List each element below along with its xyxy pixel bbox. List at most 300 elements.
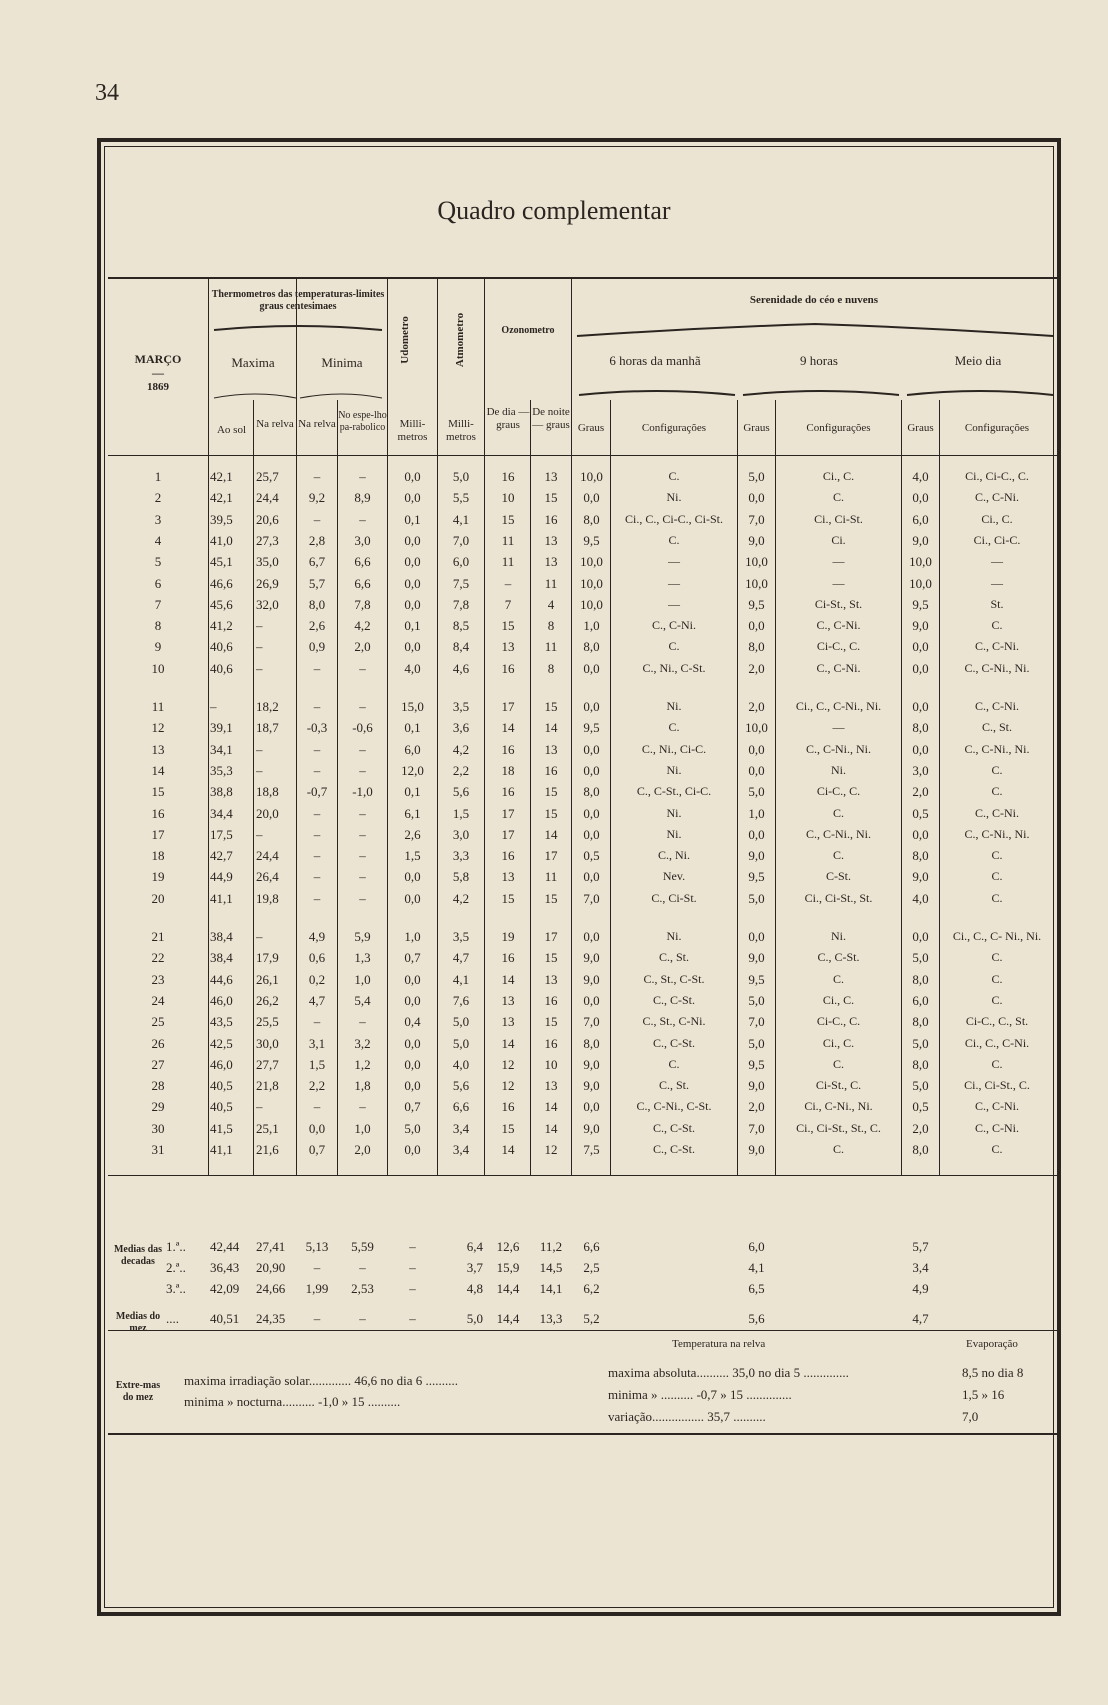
table-cell: 16 [501,1099,515,1115]
table-cell: – [359,869,366,885]
evap-max: 8,5 no dia 8 [962,1365,1024,1380]
table-cell: – [359,848,366,864]
table-cell: 0,0 [404,890,421,906]
table-cell: 1,3 [354,950,371,966]
table-cell: 11 [151,699,165,714]
table-cell: 2,0 [912,784,929,800]
table-cell: 26 [151,1035,165,1051]
table-cell: 41,0 [210,532,233,548]
table-cell: C., C-St. [652,1142,695,1156]
table-cell: 1,5 [308,1056,326,1072]
medias-cell: 5,0 [466,1311,483,1326]
table-cell: 15 [544,490,558,506]
table-cell: Nev. [662,869,686,884]
table-cell: Ci. [831,532,846,547]
milli-header-1: Milli-metros [397,418,428,443]
footer-bottom-rule [108,1433,1058,1435]
table-cell: 0,0 [583,660,600,676]
table-cell: 41,5 [210,1120,233,1136]
table-cell: C. [991,1056,1003,1071]
table-cell: 46,0 [210,992,233,1008]
table-cell: Ci., Ci-St. [814,511,863,526]
medias-cell: 6,5 [748,1281,765,1296]
medias-cell: 2,53 [351,1281,374,1296]
table-cell: 5,0 [748,992,765,1008]
table-cell: 15 [544,1014,558,1030]
table-cell: C. [991,950,1003,965]
table-cell: 7 [154,596,162,612]
table-cell: C. [991,890,1003,905]
table-cell: Ci., C. [822,469,855,483]
table-cell: 0,0 [912,929,929,944]
table-cell: 44,9 [210,869,233,885]
table-cell: 31 [151,1142,165,1157]
table-cell: 25 [151,1014,165,1030]
table-cell: 6,6 [354,575,371,591]
table-cell: 4,0 [404,660,421,676]
table-cell: 0,0 [583,699,600,714]
table-cell: 0,6 [308,950,326,966]
page-title: Quadro complementar [437,196,671,225]
table-cell: 0,5 [583,848,600,864]
table-cell: C. [991,1142,1003,1156]
table-cell: 0,0 [912,490,929,506]
table-cell: 5,0 [748,784,765,800]
table-cell: 10,0 [909,554,932,570]
table-cell: C., St. [658,1078,689,1093]
col-rule [571,278,572,1175]
table-cell: 0,0 [404,1056,421,1072]
medias-cell: 5,13 [305,1239,329,1254]
table-cell: 9 [154,639,162,655]
table-cell: 10,0 [909,575,932,591]
table-cell: 2,0 [748,699,765,714]
table-cell: 9,2 [308,490,326,506]
extremas-line-2: minima » nocturna.......... -1,0 » 15 .......... [184,1394,401,1409]
medias-cell: – [409,1311,416,1326]
table-cell: 26,2 [256,992,279,1008]
page-number: 34 [95,80,119,106]
table-cell: 34,4 [210,805,233,821]
table-cell: 13 [501,639,515,655]
month-dash: — [152,365,164,380]
header-bottom-rule [108,455,1058,456]
table-cell: C., C-Ni. [816,618,861,633]
table-cell: C. [991,848,1003,863]
table-cell: 15 [544,890,558,906]
table-cell: Ci-C., C. [816,1014,861,1029]
milli-header-2: Milli-metros [446,418,476,443]
table-cell: Ci-C., C., St. [965,1014,1029,1029]
col-rule [208,278,209,1175]
medias-cell: 27,41 [256,1239,286,1254]
table-cell: 21 [151,929,165,944]
table-cell: 1,0 [354,1120,371,1136]
table-cell: C., C-St. [652,992,695,1007]
table-cell: 0,0 [583,741,600,757]
medias-cell: – [313,1311,321,1326]
relva-max: maxima absoluta.......... 35,0 no dia 5 .............. [608,1365,849,1380]
col-rule [610,400,611,1175]
table-cell: Ci., C., C-Ni., Ni. [795,699,882,713]
table-cell: 18 [501,762,515,778]
table-cell: 0,0 [748,826,765,842]
table-cell: 27 [151,1056,165,1072]
table-cell: 6,0 [404,741,421,757]
table-cell: 0,0 [404,490,421,506]
table-cell: C. [991,762,1003,777]
table-cell: 15,0 [401,699,424,714]
table-cell: 4,7 [308,992,326,1008]
table-cell: 5,7 [308,575,326,591]
table-cell: 17 [501,699,515,714]
table-cell: – [359,699,366,714]
table-cell: 1,8 [354,1078,371,1094]
table-cell: 39,1 [210,720,233,736]
col-rule [737,400,738,1175]
table-cell: C. [991,971,1003,986]
table-cell: C. [668,639,680,654]
table-cell: 22 [151,950,165,966]
table-cell: 8,4 [452,639,470,655]
table-cell: 1,5 [452,805,470,821]
medias-cell: 1.ª.. [166,1239,186,1254]
table-cell: 10 [151,660,165,676]
table-cell: 0,0 [748,618,765,634]
table-cell: 2,0 [354,639,371,655]
table-cell: 7,0 [583,1014,600,1030]
table-cell: C., C-Ni., Ni. [964,741,1030,756]
table-cell: 9,5 [748,971,765,987]
col-rule [337,400,338,1175]
table-cell: 0,0 [748,929,765,944]
table-cell: 5,0 [748,469,765,484]
table-cell: 21,8 [256,1078,279,1094]
table-cell: 38,4 [210,950,233,966]
table-cell: 11 [501,554,515,570]
table-cell: 16 [501,469,515,484]
table-cell: -0,6 [352,720,373,736]
table-cell: 0,0 [583,805,600,821]
table-cell: 0,0 [404,532,421,548]
table-cell: C. [832,1142,844,1156]
table-cell: 40,6 [210,660,233,676]
medias-mez-label: Medias do mez [115,1311,161,1334]
table-cell: 11 [544,575,558,591]
table-cell: 0,0 [404,469,421,484]
table-cell: 35,0 [256,554,279,570]
table-cell: – [359,511,366,527]
table-cell: 16 [544,992,558,1008]
table-cell: 24,4 [256,848,279,864]
table-cell: 9,0 [748,1142,765,1157]
table-cell: 14 [501,971,515,987]
table-cell: Ci-C., C. [816,639,861,654]
temp-relva-header: Temperatura na relva [672,1338,766,1350]
table-cell: 3,0 [912,762,929,778]
table-cell: 2,0 [748,1099,765,1115]
table-cell: 9,5 [748,1056,765,1072]
medias-cell: – [359,1260,366,1275]
table-cell: 11 [544,639,558,655]
table-cell: 8,5 [452,618,470,634]
medias-cell: 4,7 [912,1311,929,1326]
table-cell: C., C-St. [652,1120,695,1135]
table-cell: – [313,469,321,484]
table-cell: 40,6 [210,639,233,655]
table-cell: 4,2 [354,618,371,634]
table-cell: 0,0 [748,741,765,757]
table-cell: 27,7 [256,1056,279,1072]
table-cell: 10,0 [580,554,603,570]
table-cell: 3,1 [308,1035,326,1051]
table-cell: 0,0 [912,639,929,655]
medias-cell: 36,43 [210,1260,240,1275]
maxima-header: Maxima [231,355,275,370]
table-cell: 7,0 [748,1014,765,1030]
medias-cell: 4,8 [466,1281,483,1296]
table-cell: — [832,554,845,569]
medias-cell: 5,7 [912,1239,929,1254]
table-cell: 19,8 [256,890,279,906]
espelho-header: No espe-lho pa-rabolico [338,410,387,433]
table-cell: 23 [151,971,165,987]
col-rule [437,278,438,1175]
medias-cell: 5,59 [351,1239,374,1254]
table-cell: Ni. [831,929,846,943]
table-cell: 14 [501,1035,515,1051]
table-cell: C., C-St. [817,950,860,965]
table-cell: 1,0 [354,971,371,987]
table-cell: 5,0 [912,1078,929,1094]
minima-header: Minima [321,355,363,370]
table-cell: 9,0 [748,532,765,548]
table-cell: 6,0 [912,992,929,1008]
table-cell: 7,0 [452,532,470,548]
table-cell: 43,5 [210,1014,233,1030]
year-label: 1869 [147,380,169,393]
table-cell: Ci-St., St. [814,596,863,611]
table-cell: 10,0 [580,575,603,591]
de-noite-header: De noite — graus [532,406,570,431]
table-cell: 11 [544,869,558,885]
table-cell: Ci., Ci-St., St. [804,890,873,905]
table-cell: 16 [544,762,558,778]
table-cell: 0,0 [404,639,421,655]
table-cell: 15 [544,950,558,966]
table-cell: 16 [544,511,558,527]
table-cell: C., C-Ni. [974,1120,1019,1135]
table-cell: 4,1 [452,511,470,527]
table-cell: 12 [151,720,165,736]
col-rule [901,400,902,1175]
table-cell: Ci., Ci-St., C. [964,1078,1030,1093]
table-cell: 2,0 [354,1142,371,1157]
table-cell: – [313,1014,321,1030]
table-cell: 42,7 [210,848,233,864]
table-cell: 0,0 [748,490,765,506]
ao-sol-header: Ao sol [216,424,247,436]
table-cell: 4,9 [308,929,326,944]
table-cell: 18,8 [256,784,279,800]
table-cell: 0,0 [912,741,929,757]
table-cell: 15 [151,784,165,800]
table-cell: C. [832,490,844,505]
medias-cell: 3.ª.. [166,1281,186,1296]
medias-cell: .... [166,1311,179,1326]
table-cell: 7,6 [452,992,470,1008]
table-cell: – [313,511,321,527]
table-cell: 9,5 [583,720,600,736]
table-cell: – [256,618,263,634]
table-cell: 40,5 [210,1099,233,1115]
col-rule [484,278,485,1175]
table-cell: C., C-Ni. [816,660,861,675]
evap-min: 1,5 » 16 [962,1387,1005,1402]
table-cell: Ci., C-Ni., Ni. [804,1099,873,1114]
table-cell: Ci., Ci-C. [973,532,1021,547]
table-cell: 42,1 [210,490,233,506]
table-cell: — [668,596,680,611]
table-cell: 1,0 [583,618,600,634]
medias-cell: 42,09 [210,1281,240,1296]
h9-header: 9 horas [800,353,838,368]
table-cell: 32,0 [256,596,279,612]
table-cell: C., St., C-St. [643,971,705,986]
table-cell: 2 [154,490,162,506]
table-cell: 1,0 [404,929,421,944]
table-cell: C-St. [825,869,851,884]
table-cell: 3,4 [452,1120,470,1136]
thermo-brace [212,322,384,332]
medias-cell: – [409,1260,416,1275]
table-cell: 13 [544,741,558,757]
table-cell: 7,0 [748,1120,765,1136]
table-cell: 8,0 [912,720,929,736]
medias-cell: 2,5 [583,1260,600,1275]
table-cell: 6,0 [912,511,929,527]
table-cell: 4,2 [452,890,470,906]
table-cell: 17,9 [256,950,279,966]
medias-cell: 3,4 [912,1260,929,1275]
table-cell: Ci., C. [822,992,855,1007]
table-cell: — [991,575,1003,590]
col-rule [253,400,254,1175]
table-cell: 8 [547,618,555,634]
table-cell: 17 [151,826,165,842]
table-cell: – [313,848,321,864]
table-cell: 29 [151,1099,165,1115]
medias-cell: 42,44 [210,1239,240,1254]
table-cell: 5,9 [354,929,371,944]
table-cell: 40,5 [210,1078,233,1094]
thermo-group-header: Thermometros das temperaturas-limites graus centesimaes [211,289,385,312]
table-cell: 42,1 [210,469,233,484]
table-cell: 14 [151,762,165,778]
table-cell: 12 [501,1056,515,1072]
table-cell: 9,0 [583,950,600,966]
table-cell: 5,4 [354,992,371,1008]
table-cell: 0,0 [404,992,421,1008]
table-cell: 9,5 [912,596,929,612]
table-cell: C. [832,971,844,986]
table-cell: 20,6 [256,511,279,527]
table-cell: 3,3 [452,848,470,864]
table-cell: – [313,890,321,906]
table-cell: 8,0 [912,1056,929,1072]
table-cell: C. [991,992,1003,1007]
table-cell: 34,1 [210,741,233,757]
table-cell: 8 [154,618,162,634]
table-cell: – [313,826,321,842]
table-cell: 8,0 [583,1035,600,1051]
table-cell: 3,6 [452,720,470,736]
table-cell: Ci., C. [981,511,1013,526]
table-cell: 0,0 [583,762,600,778]
table-cell: 5,0 [452,1035,470,1051]
table-cell: 9,0 [912,618,929,634]
table-cell: 5,6 [452,1078,470,1094]
table-cell: 10,0 [745,554,768,570]
table-cell: – [210,699,217,714]
medias-cell: 15,9 [496,1260,520,1275]
table-cell: 41,2 [210,618,233,634]
medias-cell: 14,4 [496,1311,520,1326]
medias-cell: 3,7 [466,1260,483,1275]
medias-cell: – [409,1239,416,1254]
medias-cell: – [409,1281,416,1296]
table-cell: Ci-C., C. [816,784,861,799]
table-cell: 9,0 [748,950,765,966]
table-cell: 27,3 [256,532,279,548]
table-cell: C. [991,618,1003,633]
table-cell: C., C-St. [652,1035,695,1050]
table-cell: 8,0 [583,511,600,527]
col-rule [296,278,297,1175]
medias-cell: 2.ª.. [166,1260,186,1275]
table-cell: Ci., C., Ci-C., Ci-St. [624,511,724,526]
table-cell: 13 [151,741,165,757]
table-cell: 26,9 [256,575,279,591]
table-cell: – [504,575,512,591]
table-cell: 16 [501,741,515,757]
table-cell: 45,6 [210,596,233,612]
table-cell: 5,0 [452,1014,470,1030]
col-rule [775,400,776,1175]
table-cell: 45,1 [210,554,233,570]
table-cell: 38,8 [210,784,233,800]
table-cell: C., Ni., Ci-C. [641,741,707,756]
na-relva-min-header: Na relva [298,418,336,430]
table-cell: 8,0 [583,784,600,800]
table-cell: – [359,890,366,906]
table-cell: 8,0 [912,1142,929,1157]
table-cell: 8 [547,660,555,676]
table-cell: 0,0 [308,1120,326,1136]
table-cell: C., Ni., C-St. [642,660,706,675]
table-cell: 11 [501,532,515,548]
table-cell: C. [668,532,680,547]
table-cell: 9,0 [912,532,929,548]
table-cell: 7,0 [583,890,600,906]
table-cell: 24 [151,992,165,1008]
table-cell: — [991,554,1003,569]
table-cell: 9,0 [583,971,600,987]
table-cell: – [256,639,263,655]
table-cell: C., C-Ni. [974,805,1019,820]
medias-cell: 20,90 [256,1260,286,1275]
table-cell: – [313,699,321,714]
